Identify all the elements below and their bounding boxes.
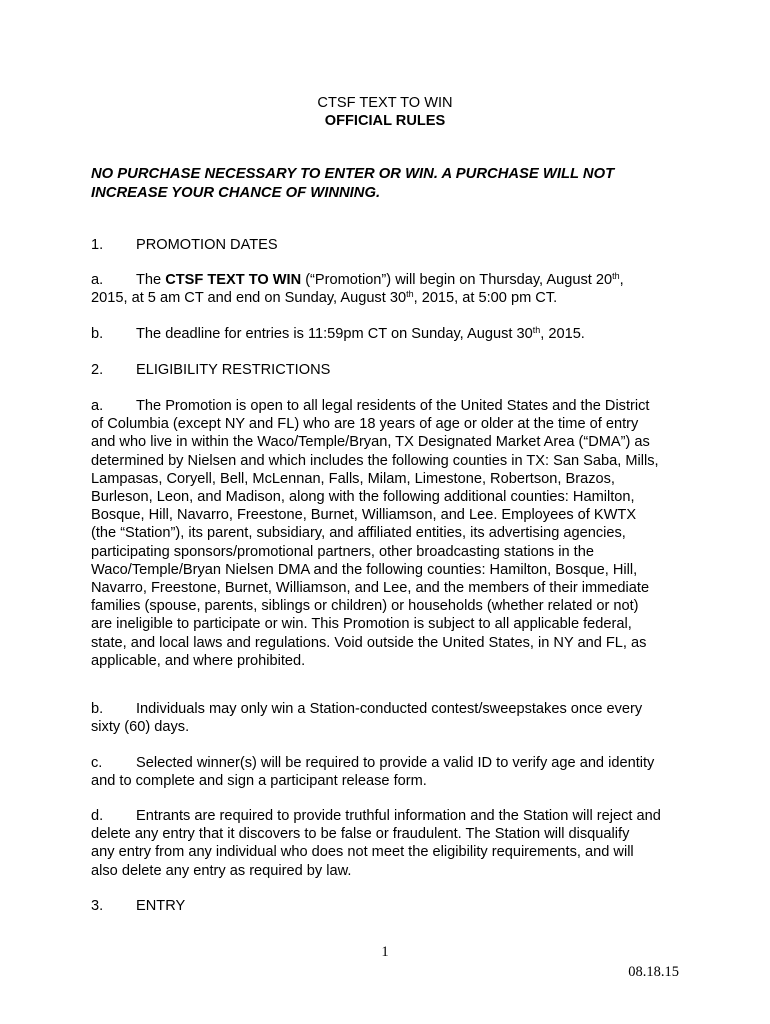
section-1-heading <box>91 236 278 254</box>
notice-line-2: INCREASE YOUR CHANCE OF WINNING. <box>91 184 381 201</box>
section-2a-line: Waco/Temple/Bryan Nielsen DMA and the following counties: Hamilton, Bosque, Hill, <box>91 561 638 578</box>
section-2-title: ELIGIBILITY RESTRICTIONS <box>136 362 331 378</box>
section-2a-line: determined by Nielsen and which includes the following counties in TX: San Saba, Mills, <box>91 452 659 469</box>
section-2a-line: participating sponsors/promotional partners, other broadcasting stations in the <box>91 543 594 560</box>
section-2a-line: of Columbia (except NY and FL) who are 18 years of age or older at the time of entry <box>91 416 639 433</box>
section-2b-line <box>91 700 691 718</box>
section-2d-line <box>91 807 691 825</box>
ordinal-suffix: th <box>612 271 620 281</box>
section-2a-line: state, and local laws and regulations. Void outside the United States, in NY and FL, as <box>91 634 647 651</box>
promotion-name: CTSF TEXT TO WIN <box>165 272 302 288</box>
section-2a-line: Bosque, Hill, Navarro, Freestone, Burnet, Williamson, and Lee. Employees of KWTX <box>91 507 637 524</box>
section-1a-line-2 <box>91 289 691 307</box>
section-1-title: PROMOTION DATES <box>136 237 278 253</box>
section-1b-text: , 2015. <box>540 326 585 342</box>
section-1a-text: , 2015, at 5:00 pm CT. <box>413 290 558 307</box>
section-2a-line: families (spouse, parents, siblings or children) or households (whether related or not) <box>91 598 639 615</box>
section-2b-text: Individuals may only win a Station-conducted contest/sweepstakes once every <box>136 701 643 717</box>
section-2c-text: Selected winner(s) will be required to provide a valid ID to verify age and identity <box>136 755 655 771</box>
section-2a-line: applicable, and where prohibited. <box>91 652 306 669</box>
notice-line-1: NO PURCHASE NECESSARY TO ENTER OR WIN. A PURCHASE WILL NOT <box>91 166 615 182</box>
section-2a-line: (the “Station”), its parent, subsidiary, and affiliated entities, its advertising agencies, <box>91 525 626 542</box>
section-3-number: 3. <box>91 898 104 914</box>
section-1a-text: The <box>136 272 166 288</box>
document-title: CTSF TEXT TO WIN <box>317 95 453 111</box>
section-2c-paragraph <box>91 754 691 790</box>
section-2c-line: and to complete and sign a participant release form. <box>91 773 427 790</box>
document-subtitle: OFFICIAL RULES <box>324 113 446 129</box>
section-2d-paragraph <box>91 807 691 880</box>
section-2-heading <box>91 361 330 379</box>
footer-date: 08.18.15 <box>628 964 679 980</box>
section-2b-line: sixty (60) days. <box>91 719 190 736</box>
section-3-title: ENTRY <box>136 898 186 914</box>
section-1b-text: The deadline for entries is 11:59pm CT on Sunday, August 30 <box>136 326 533 342</box>
section-2a-line: Burleson, Leon, and Madison, along with the following additional counties: Hamilton, <box>91 489 635 506</box>
section-2d-label: d. <box>91 808 104 824</box>
section-1a-paragraph <box>91 271 691 307</box>
section-1a-text: (“Promotion”) will begin on Thursday, August 20 <box>301 272 613 288</box>
section-2d-line: delete any entry that it discovers to be false or fraudulent. The Station will disqualify <box>91 826 630 843</box>
section-2d-line: any entry from any individual who does not meet the eligibility requirements, and will <box>91 844 634 861</box>
ordinal-suffix: th <box>406 289 414 300</box>
section-2a-line: Navarro, Freestone, Burnet, Williamson, and Lee, and the members of their immediate <box>91 580 650 597</box>
section-3-heading <box>91 897 185 915</box>
page-number: 1 <box>381 944 389 960</box>
section-1a-label: a. <box>91 272 104 288</box>
section-2a-line: Lampasas, Coryell, Bell, McLennan, Falls, Milam, Limestone, Robertson, Brazos, <box>91 470 615 487</box>
section-1b-paragraph <box>91 325 691 343</box>
section-2d-line: also delete any entry as required by law. <box>91 862 352 879</box>
section-1a-text: 2015, at 5 am CT and end on Sunday, August 30 <box>91 290 407 307</box>
section-2-number: 2. <box>91 362 104 378</box>
section-1a-line-1 <box>91 271 691 289</box>
section-2c-line <box>91 754 691 772</box>
section-2a-line: are ineligible to participate or win. This Promotion is subject to all applicable federal, <box>91 616 632 633</box>
section-1b-label: b. <box>91 326 104 342</box>
section-1-number: 1. <box>91 237 104 253</box>
section-1a-text: , <box>619 272 624 288</box>
section-2a-text: The Promotion is open to all legal residents of the United States and the District <box>136 398 650 414</box>
section-2a-label: a. <box>91 398 104 414</box>
no-purchase-notice <box>91 165 691 202</box>
section-2d-text: Entrants are required to provide truthful information and the Station will reject and <box>136 808 661 824</box>
section-2a-line <box>91 397 691 415</box>
section-2b-label: b. <box>91 701 104 717</box>
section-2b-paragraph <box>91 700 691 736</box>
section-2c-label: c. <box>91 755 103 771</box>
ordinal-suffix: th <box>532 325 541 335</box>
section-2a-paragraph <box>91 397 691 670</box>
section-2a-line: and who live in within the Waco/Temple/Bryan, TX Designated Market Area (“DMA”) as <box>91 434 650 451</box>
